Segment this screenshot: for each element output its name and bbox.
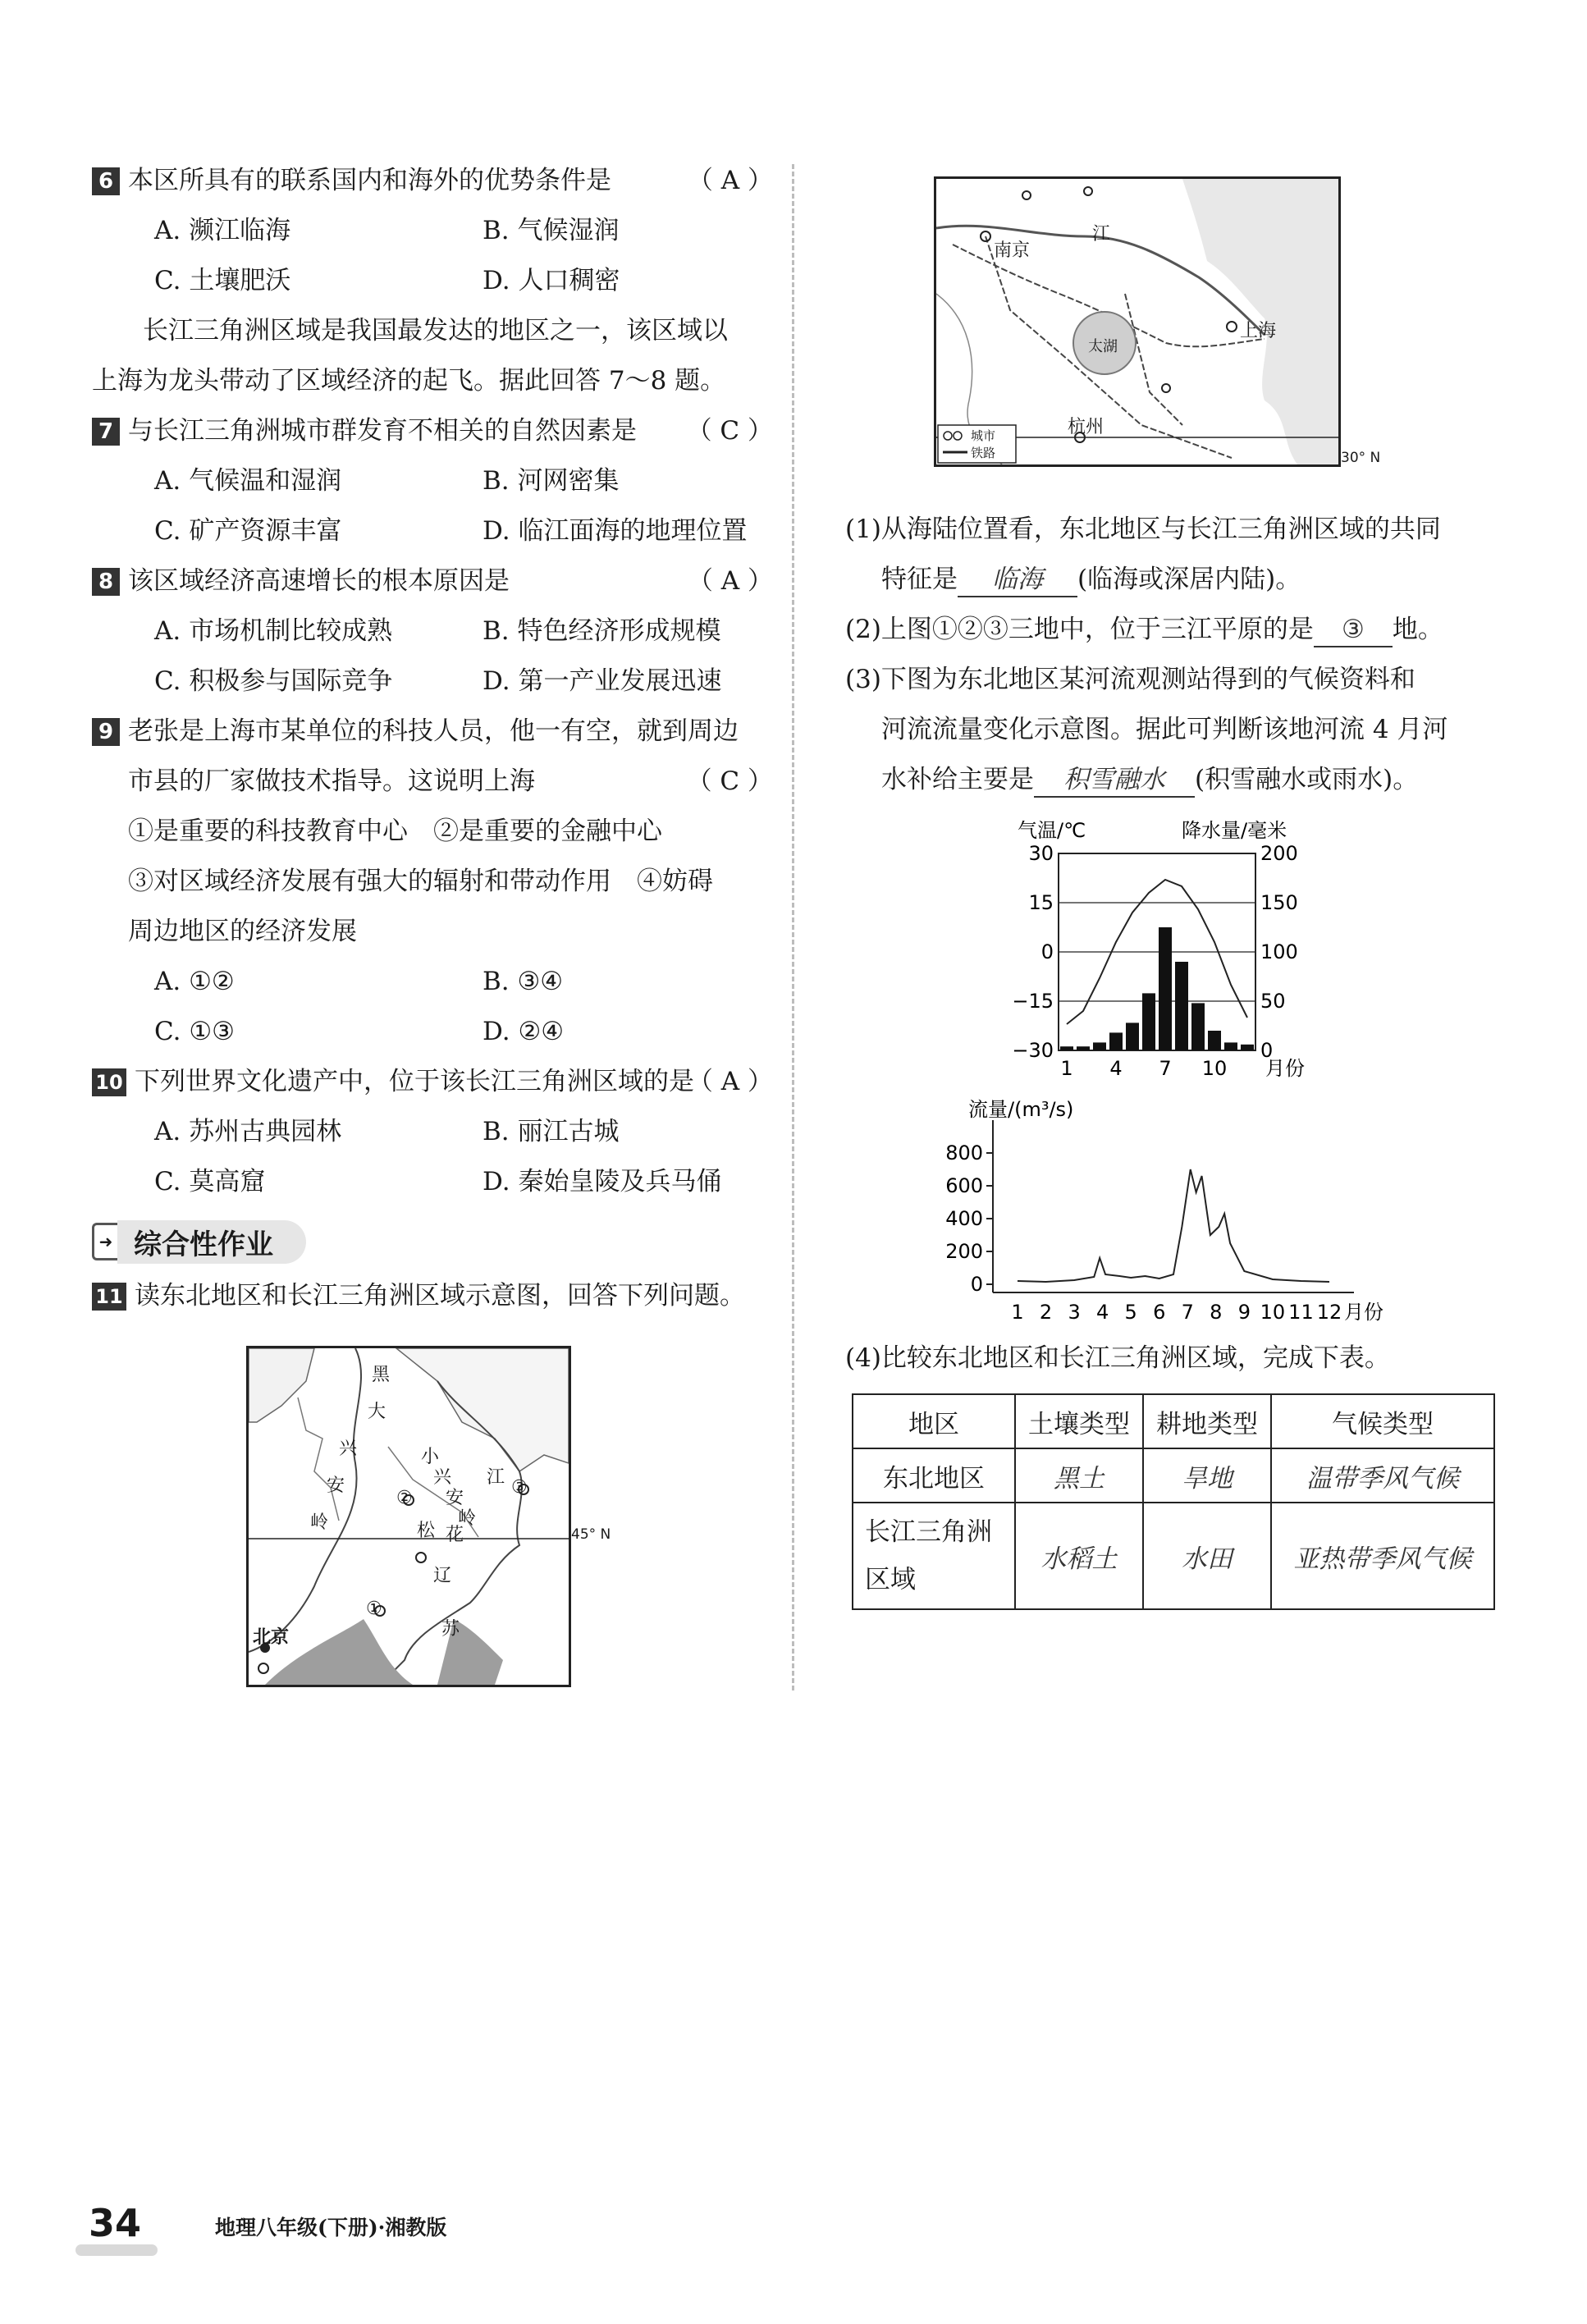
option-c: C. 土壤肥沃 (154, 266, 291, 295)
question-9 (92, 707, 773, 1057)
option-b: B. 特色经济形成规模 (483, 616, 721, 646)
option-d: D. 秦始皇陵及兵马俑 (483, 1167, 722, 1196)
statement: ③对区域经济发展有强大的辐射和带动作用 ④妨碍 (128, 867, 713, 896)
x-tick-label: 7 (1181, 1301, 1194, 1324)
section-title: 综合性作业 (117, 1220, 306, 1264)
table-cell: 旱地 (1143, 1448, 1271, 1503)
question-number: 8 (92, 568, 120, 596)
latitude-label: 45° N (571, 1526, 611, 1543)
precipitation-bar (1241, 1045, 1254, 1050)
question-text: (1)从海陆位置看，东北地区与长江三角洲区域的共同 (845, 515, 1441, 544)
map-label: 上海 (1240, 321, 1277, 341)
question-number: 9 (92, 718, 120, 746)
map-label: 大 (368, 1402, 386, 1422)
question-text: 读东北地区和长江三角洲区域示意图，回答下列问题。 (135, 1281, 745, 1311)
y-tick-label-right: 50 (1260, 990, 1286, 1013)
legend-rail: 铁路 (971, 446, 996, 460)
question-number: 7 (92, 418, 120, 446)
question-text: 水补给主要是 (881, 765, 1034, 794)
precipitation-bar (1077, 1046, 1090, 1050)
flow-line (1018, 1169, 1329, 1282)
option-a: A. 濒江临海 (154, 216, 291, 245)
map-label: 松 (417, 1521, 436, 1541)
option-a: A. 苏州古典园林 (154, 1117, 342, 1146)
y-axis-label-right: 降水量/毫米 (1182, 819, 1287, 842)
x-tick-label: 5 (1124, 1301, 1137, 1324)
answer-blank: ③ (1314, 613, 1393, 647)
option-d: D. 第一产业发展迅速 (483, 666, 722, 696)
answer-blank: 临海 (958, 563, 1077, 597)
option-c: C. 莫高窟 (154, 1167, 266, 1196)
x-tick-label: 4 (1109, 1057, 1123, 1080)
map-label: 辽 (433, 1566, 452, 1586)
option-b: B. ③④ (483, 967, 564, 996)
x-tick-label: 2 (1039, 1301, 1053, 1324)
precipitation-bar (1093, 1042, 1106, 1050)
option-c: C. 积极参与国际竞争 (154, 666, 393, 696)
option-c: C. 矿产资源丰富 (154, 516, 342, 546)
question-text: 特征是 (881, 565, 958, 594)
question-8 (92, 556, 773, 707)
map-label: 兴 (433, 1467, 452, 1488)
question-10 (92, 1057, 773, 1207)
question-number: 11 (92, 1283, 126, 1311)
precipitation-bar (1126, 1022, 1139, 1050)
y-tick-label-left: −30 (1012, 1039, 1054, 1062)
right-column (845, 505, 1502, 805)
table-cell: 黑土 (1015, 1448, 1143, 1503)
question-6 (92, 156, 773, 306)
precipitation-bar (1142, 993, 1155, 1050)
option-a: A. ①② (154, 967, 235, 996)
question-text: 下列世界文化遗产中，位于该长江三角洲区域的是 (135, 1067, 694, 1096)
x-tick-label: 8 (1210, 1301, 1223, 1324)
option-b: B. 河网密集 (483, 466, 620, 496)
answer: （ C ） (686, 416, 773, 446)
map-label: 江 (1092, 224, 1111, 245)
map-label: 杭州 (1068, 417, 1104, 437)
y-tick-label-right: 100 (1260, 940, 1298, 963)
option-d: D. 临江面海的地理位置 (483, 516, 748, 546)
table-row (853, 1448, 1494, 1503)
table-header: 地区 (853, 1394, 1015, 1448)
x-tick-label: 10 (1201, 1057, 1228, 1080)
x-tick-label: 11 (1288, 1301, 1314, 1324)
question-number: 10 (92, 1068, 126, 1096)
map-label: 安 (446, 1488, 464, 1508)
option-d: D. 人口稠密 (483, 266, 620, 295)
table-row (853, 1503, 1494, 1609)
map-label: 兴 (339, 1439, 358, 1459)
map-label: 江 (487, 1467, 505, 1488)
answer: （ A ） (687, 566, 773, 596)
precipitation-bar (1175, 962, 1188, 1050)
y-tick-label: 800 (945, 1141, 983, 1164)
y-tick-label-left: 15 (1028, 891, 1054, 914)
precipitation-bar (1224, 1042, 1237, 1050)
x-tick-label: 1 (1011, 1301, 1024, 1324)
question-text: (2)上图①②③三地中，位于三江平原的是 (845, 615, 1314, 644)
question-text: 河流流量变化示意图。据此可判断该地河流 4 月河 (881, 715, 1448, 744)
flow-chart (915, 1096, 1391, 1342)
legend-city: 城市 (971, 428, 996, 443)
x-tick-label: 1 (1060, 1057, 1073, 1080)
question-11 (92, 1271, 773, 1321)
map-label: 北京 (253, 1627, 290, 1648)
question-text: (3)下图为东北地区某河流观测站得到的气候资料和 (845, 665, 1415, 694)
y-tick-label-left: 30 (1028, 842, 1054, 865)
question-7 (92, 406, 773, 556)
y-axis-label: 流量/(m³/s) (968, 1098, 1074, 1121)
statement: 周边地区的经济发展 (128, 917, 357, 946)
table-header-row (853, 1394, 1494, 1448)
y-tick-label: 200 (945, 1240, 983, 1263)
subquestion-1 (845, 505, 1502, 605)
precipitation-bar (1208, 1031, 1221, 1050)
question-text: 老张是上海市某单位的科技人员，他一有空，就到周边 (128, 716, 739, 746)
map-label: 岭 (310, 1512, 329, 1533)
option-b: B. 丽江古城 (483, 1117, 620, 1146)
map-label: 太湖 (1088, 338, 1118, 355)
left-column (92, 156, 773, 1321)
question-text: 市县的厂家做技术指导。这说明上海 (128, 766, 535, 796)
arrow-icon: ➜ (92, 1223, 117, 1260)
table-header: 气候类型 (1271, 1394, 1494, 1448)
question-text: 地。 (1392, 615, 1443, 644)
x-tick-label: 7 (1159, 1057, 1172, 1080)
table-header: 耕地类型 (1143, 1394, 1271, 1448)
y-tick-label-left: 0 (1040, 940, 1054, 963)
map-label: 黑 (372, 1365, 391, 1385)
x-tick-label: 10 (1260, 1301, 1286, 1324)
option-a: A. 市场机制比较成熟 (154, 616, 393, 646)
x-axis-label: 月份 (1265, 1057, 1305, 1080)
option-a: A. 气候温和湿润 (154, 466, 342, 496)
intro-line: 长江三角洲区域是我国最发达的地区之一，该区域以 (143, 316, 728, 345)
y-tick-label-right: 200 (1260, 842, 1298, 865)
answer-blank: 积雪融水 (1034, 763, 1195, 798)
question-text: 与长江三角洲城市群发育不相关的自然因素是 (128, 416, 637, 446)
precipitation-bar (1191, 1003, 1205, 1050)
question-text: (临海或深居内陆)。 (1077, 565, 1301, 594)
northeast-map (246, 1346, 571, 1687)
map-label: 花 (446, 1525, 464, 1545)
map-label: ② (396, 1488, 413, 1508)
section-header (92, 1219, 773, 1265)
yangtze-delta-map (934, 176, 1341, 467)
y-axis-label-left: 气温/℃ (1018, 819, 1086, 842)
y-tick-label: 400 (945, 1207, 983, 1230)
y-tick-label-left: −15 (1012, 990, 1054, 1013)
question-text: (积雪融水或雨水)。 (1195, 765, 1419, 794)
answer: （ C ） (686, 766, 773, 796)
climate-chart (993, 817, 1321, 1096)
latitude-label: 30° N (1341, 450, 1381, 466)
x-tick-label: 3 (1068, 1301, 1081, 1324)
table-header: 土壤类型 (1015, 1394, 1143, 1448)
footer-decoration (75, 2244, 158, 2256)
intro-paragraph (92, 306, 773, 406)
option-c: C. ①③ (154, 1017, 235, 1046)
page-number: 34 (89, 2201, 142, 2245)
y-tick-label-right: 0 (1260, 1039, 1274, 1062)
map-label: ① (366, 1599, 382, 1619)
question-text: 该区域经济高速增长的根本原因是 (128, 566, 510, 596)
footer-text: 地理八年级(下册)·湘教版 (215, 2216, 447, 2239)
option-d: D. ②④ (483, 1017, 565, 1046)
table-cell: 亚热带季风气候 (1271, 1503, 1494, 1609)
question-text: (4)比较东北地区和长江三角洲区域，完成下表。 (845, 1343, 1390, 1373)
precipitation-bar (1060, 1046, 1073, 1050)
comparison-table (852, 1393, 1495, 1610)
table-cell: 温带季风气候 (1271, 1448, 1494, 1503)
y-tick-label: 0 (970, 1273, 983, 1296)
map-label: 小 (421, 1447, 440, 1467)
yangtze-delta-map-graphic (936, 179, 1338, 464)
question-text: 本区所具有的联系国内和海外的优势条件是 (128, 166, 611, 195)
subquestion-2 (845, 605, 1502, 655)
option-b: B. 气候湿润 (483, 216, 620, 245)
x-tick-label: 12 (1316, 1301, 1342, 1324)
statement: ①是重要的科技教育中心 ②是重要的金融中心 (128, 817, 662, 846)
column-divider (792, 164, 794, 1690)
table-cell: 东北地区 (853, 1448, 1015, 1503)
map-label: ③ (511, 1477, 528, 1498)
x-axis-label: 月份 (1344, 1301, 1383, 1324)
x-tick-label: 9 (1237, 1301, 1251, 1324)
northeast-map-graphic (249, 1348, 569, 1685)
map-label: 苏 (441, 1619, 460, 1640)
intro-line: 上海为龙头带动了区域经济的起飞。据此回答 7～8 题。 (92, 366, 726, 396)
map-label: 南京 (994, 240, 1031, 261)
subquestion-3 (845, 655, 1502, 805)
precipitation-bar (1109, 1032, 1123, 1050)
table-cell: 水田 (1143, 1503, 1271, 1609)
question-number: 6 (92, 167, 120, 195)
map-label: 岭 (458, 1508, 477, 1529)
map-label: 安 (327, 1475, 345, 1496)
x-tick-label: 6 (1153, 1301, 1166, 1324)
y-tick-label: 600 (945, 1174, 983, 1197)
table-cell: 水稻土 (1015, 1503, 1143, 1609)
table-cell: 长江三角洲区域 (853, 1503, 1015, 1609)
answer: （ A ） (687, 1067, 773, 1096)
precipitation-bar (1159, 927, 1172, 1050)
y-tick-label-right: 150 (1260, 891, 1298, 914)
x-tick-label: 4 (1095, 1301, 1109, 1324)
subquestion-4 (845, 1334, 1502, 1384)
answer: （ A ） (687, 166, 773, 195)
